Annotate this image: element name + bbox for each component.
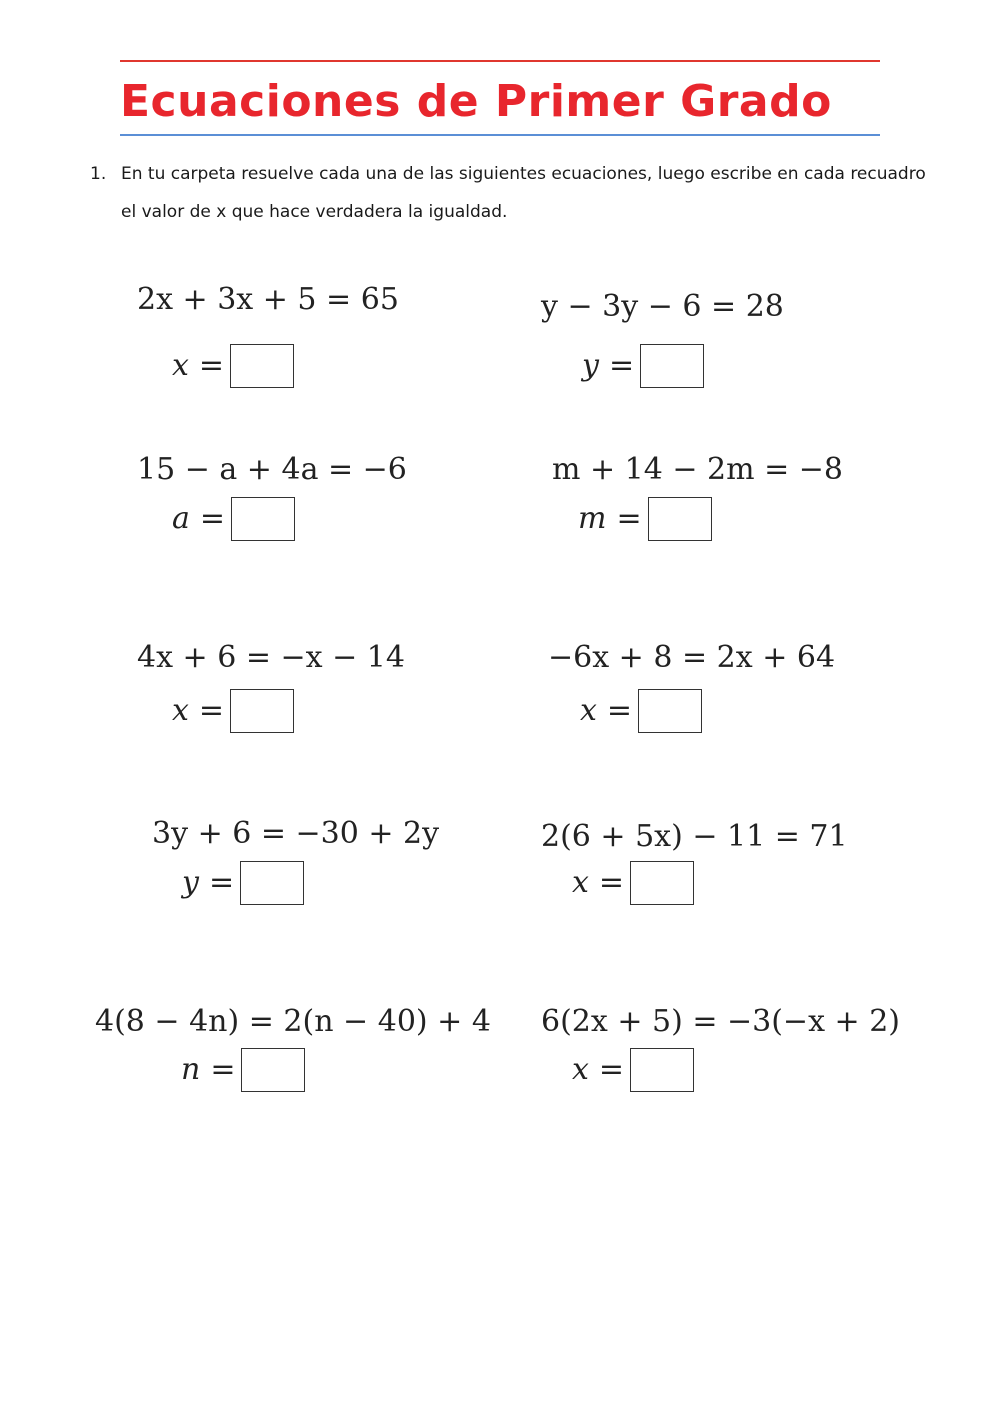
equation-4: m + 14 − 2m = −8 — [552, 452, 844, 487]
answer-variable: y — [182, 865, 199, 900]
answer-equals: = — [199, 501, 226, 536]
answer-variable: n — [181, 1052, 201, 1087]
title-top-rule — [120, 60, 880, 62]
answer-row-4 — [578, 497, 712, 541]
answer-variable: x — [572, 865, 589, 900]
answer-variable: x — [580, 693, 597, 728]
answer-box-8[interactable] — [630, 861, 694, 905]
equation-2: y − 3y − 6 = 28 — [541, 289, 784, 324]
answer-variable: m — [578, 501, 607, 536]
instruction-text: En tu carpeta resuelve cada una de las siguientes ecuaciones, luego escribe en cada recuadro el valor de x que hace verdadera la igualdad. — [121, 164, 926, 222]
answer-equals: = — [616, 501, 642, 536]
answer-box-6[interactable] — [638, 689, 702, 733]
answer-variable: x — [172, 348, 189, 383]
equation-7: 3y + 6 = −30 + 2y — [152, 816, 440, 851]
answer-variable: y — [582, 348, 599, 383]
answer-variable: a — [172, 501, 190, 536]
answer-equals: = — [598, 1052, 625, 1087]
equation-3: 15 − a + 4a = −6 — [137, 452, 407, 487]
answer-box-5[interactable] — [230, 689, 294, 733]
answer-box-2[interactable] — [640, 344, 704, 388]
answer-equals: = — [608, 348, 635, 383]
answer-box-4[interactable] — [648, 497, 712, 541]
answer-box-3[interactable] — [231, 497, 295, 541]
answer-row-1 — [172, 344, 294, 388]
answer-equals: = — [606, 693, 633, 728]
answer-equals: = — [210, 1052, 236, 1087]
equation-6: −6x + 8 = 2x + 64 — [548, 640, 836, 675]
answer-row-2 — [582, 344, 704, 388]
instruction-number: 1. — [90, 164, 107, 184]
equation-5: 4x + 6 = −x − 14 — [137, 640, 405, 675]
answer-row-8 — [572, 861, 694, 905]
equation-1: 2x + 3x + 5 = 65 — [137, 282, 399, 317]
title-bottom-rule — [120, 134, 880, 136]
answer-row-6 — [580, 689, 702, 733]
answer-box-7[interactable] — [240, 861, 304, 905]
page-title: Ecuaciones de Primer Grado — [120, 76, 832, 127]
answer-equals: = — [198, 693, 225, 728]
answer-row-5 — [172, 689, 294, 733]
answer-equals: = — [598, 865, 625, 900]
equation-9: 4(8 − 4n) = 2(n − 40) + 4 — [95, 1004, 491, 1039]
answer-row-3 — [172, 497, 295, 541]
equation-10: 6(2x + 5) = −3(−x + 2) — [541, 1004, 900, 1039]
answer-row-10 — [572, 1048, 694, 1092]
answer-equals: = — [208, 865, 235, 900]
answer-box-10[interactable] — [630, 1048, 694, 1092]
answer-row-9 — [181, 1048, 305, 1092]
answer-row-7 — [182, 861, 304, 905]
answer-variable: x — [572, 1052, 589, 1087]
equation-8: 2(6 + 5x) − 11 = 71 — [541, 819, 848, 854]
answer-box-1[interactable] — [230, 344, 294, 388]
answer-variable: x — [172, 693, 189, 728]
answer-box-9[interactable] — [241, 1048, 305, 1092]
answer-equals: = — [198, 348, 225, 383]
